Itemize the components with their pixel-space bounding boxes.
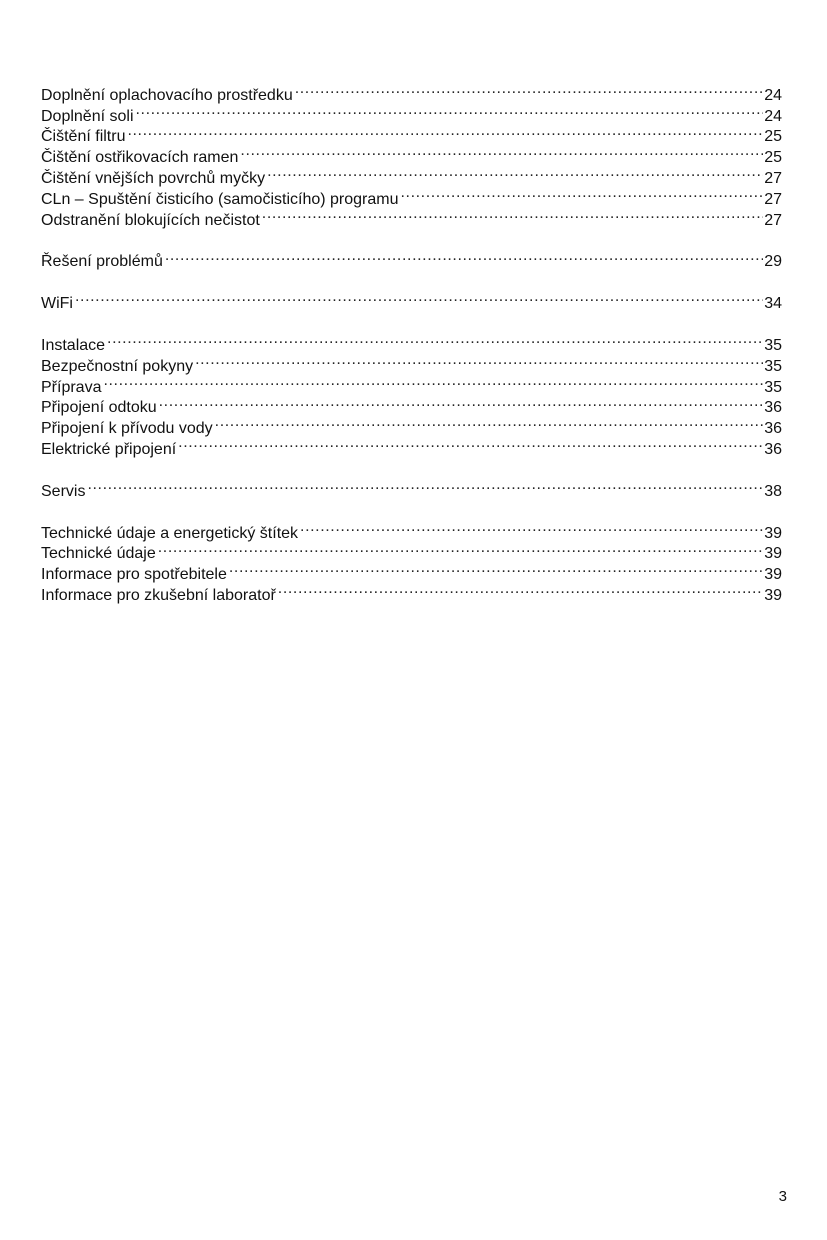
toc-group-installation bbox=[41, 329, 782, 458]
toc-entry-title: Příprava bbox=[41, 378, 102, 396]
toc-entry-page: 35 bbox=[764, 336, 782, 354]
toc-entry-page: 34 bbox=[764, 295, 782, 313]
toc-entry-title: Čištění ostřikovacích ramen bbox=[41, 149, 239, 167]
toc-entry-page: 27 bbox=[764, 190, 782, 208]
toc-entry-page: 39 bbox=[764, 586, 782, 604]
toc-leader-dots bbox=[178, 433, 763, 454]
toc-leader-dots bbox=[300, 517, 763, 538]
table-of-contents bbox=[41, 79, 782, 604]
toc-entry-title: Bezpečnostní pokyny bbox=[41, 357, 194, 375]
toc-entry-title: Čištění vnějších povrchů myčky bbox=[41, 169, 266, 187]
toc-entry[interactable] bbox=[41, 79, 782, 104]
toc-entry-page: 39 bbox=[764, 524, 782, 542]
toc-leader-dots bbox=[158, 538, 763, 559]
toc-entry-title: CLn – Spuštění čisticího (samočisticího) programu bbox=[41, 190, 399, 208]
toc-entry-page: 39 bbox=[764, 545, 782, 563]
toc-leader-dots bbox=[262, 204, 763, 225]
toc-leader-dots bbox=[87, 475, 763, 496]
toc-leader-dots bbox=[400, 183, 763, 204]
toc-leader-dots bbox=[278, 579, 763, 600]
toc-leader-dots bbox=[75, 287, 763, 308]
toc-leader-dots bbox=[107, 329, 763, 350]
toc-entry-title: Elektrické připojení bbox=[41, 440, 177, 458]
toc-entry-title: Doplnění oplachovacího prostředku bbox=[41, 86, 293, 104]
toc-entry-title: Doplnění soli bbox=[41, 107, 134, 125]
toc-entry-title: Odstranění blokujících nečistot bbox=[41, 211, 260, 229]
toc-leader-dots bbox=[195, 350, 763, 371]
toc-entry-title: Informace pro zkušební laboratoř bbox=[41, 586, 276, 604]
toc-group-service bbox=[41, 475, 782, 500]
toc-entry-title: Instalace bbox=[41, 336, 106, 354]
toc-entry-page: 35 bbox=[764, 378, 782, 396]
toc-entry[interactable] bbox=[41, 350, 782, 375]
toc-entry-title: WiFi bbox=[41, 295, 73, 313]
toc-entry[interactable] bbox=[41, 475, 782, 500]
toc-leader-dots bbox=[136, 100, 764, 121]
toc-entry[interactable] bbox=[41, 246, 782, 271]
page-number: 3 bbox=[778, 1188, 787, 1205]
toc-entry-page: 35 bbox=[764, 357, 782, 375]
toc-entry-title: Informace pro spotřebitele bbox=[41, 566, 227, 584]
toc-leader-dots bbox=[295, 79, 763, 100]
toc-entry[interactable] bbox=[41, 329, 782, 354]
toc-group-technical-data bbox=[41, 517, 782, 604]
toc-leader-dots bbox=[240, 141, 763, 162]
toc-group-maintenance bbox=[41, 79, 782, 229]
toc-leader-dots bbox=[165, 246, 763, 267]
toc-entry-title: Připojení odtoku bbox=[41, 399, 157, 417]
toc-leader-dots bbox=[215, 412, 764, 433]
toc-entry-page: 29 bbox=[764, 253, 782, 271]
toc-entry[interactable] bbox=[41, 287, 782, 313]
toc-entry-page: 24 bbox=[764, 107, 782, 125]
toc-entry-title: Servis bbox=[41, 482, 86, 500]
toc-entry-page: 27 bbox=[764, 169, 782, 187]
toc-leader-dots bbox=[229, 558, 763, 579]
toc-entry[interactable] bbox=[41, 371, 782, 396]
toc-entry-title: Čištění filtru bbox=[41, 128, 126, 146]
toc-group-troubleshooting bbox=[41, 246, 782, 271]
toc-entry[interactable] bbox=[41, 141, 782, 167]
toc-leader-dots bbox=[159, 392, 764, 413]
toc-entry-title: Technické údaje bbox=[41, 545, 156, 563]
toc-entry-page: 36 bbox=[764, 399, 782, 417]
toc-entry-title: Řešení problémů bbox=[41, 253, 163, 271]
toc-entry-page: 39 bbox=[764, 566, 782, 584]
toc-entry-page: 25 bbox=[764, 149, 782, 167]
toc-entry-page: 25 bbox=[764, 128, 782, 146]
toc-entry-page: 24 bbox=[764, 86, 782, 104]
toc-entry-title: Připojení k přívodu vody bbox=[41, 420, 213, 438]
toc-entry-page: 27 bbox=[764, 211, 782, 229]
toc-entry-title: Technické údaje a energetický štítek bbox=[41, 524, 299, 542]
toc-entry-page: 38 bbox=[764, 482, 782, 500]
toc-entry-page: 36 bbox=[764, 420, 782, 438]
toc-entry[interactable] bbox=[41, 392, 782, 417]
toc-entry[interactable] bbox=[41, 517, 782, 542]
toc-entry-page: 36 bbox=[764, 440, 782, 458]
toc-entry[interactable] bbox=[41, 121, 782, 146]
toc-entry[interactable] bbox=[41, 100, 782, 125]
toc-leader-dots bbox=[127, 121, 763, 142]
toc-leader-dots bbox=[103, 371, 763, 392]
toc-group-wifi bbox=[41, 287, 782, 313]
toc-leader-dots bbox=[267, 162, 763, 183]
